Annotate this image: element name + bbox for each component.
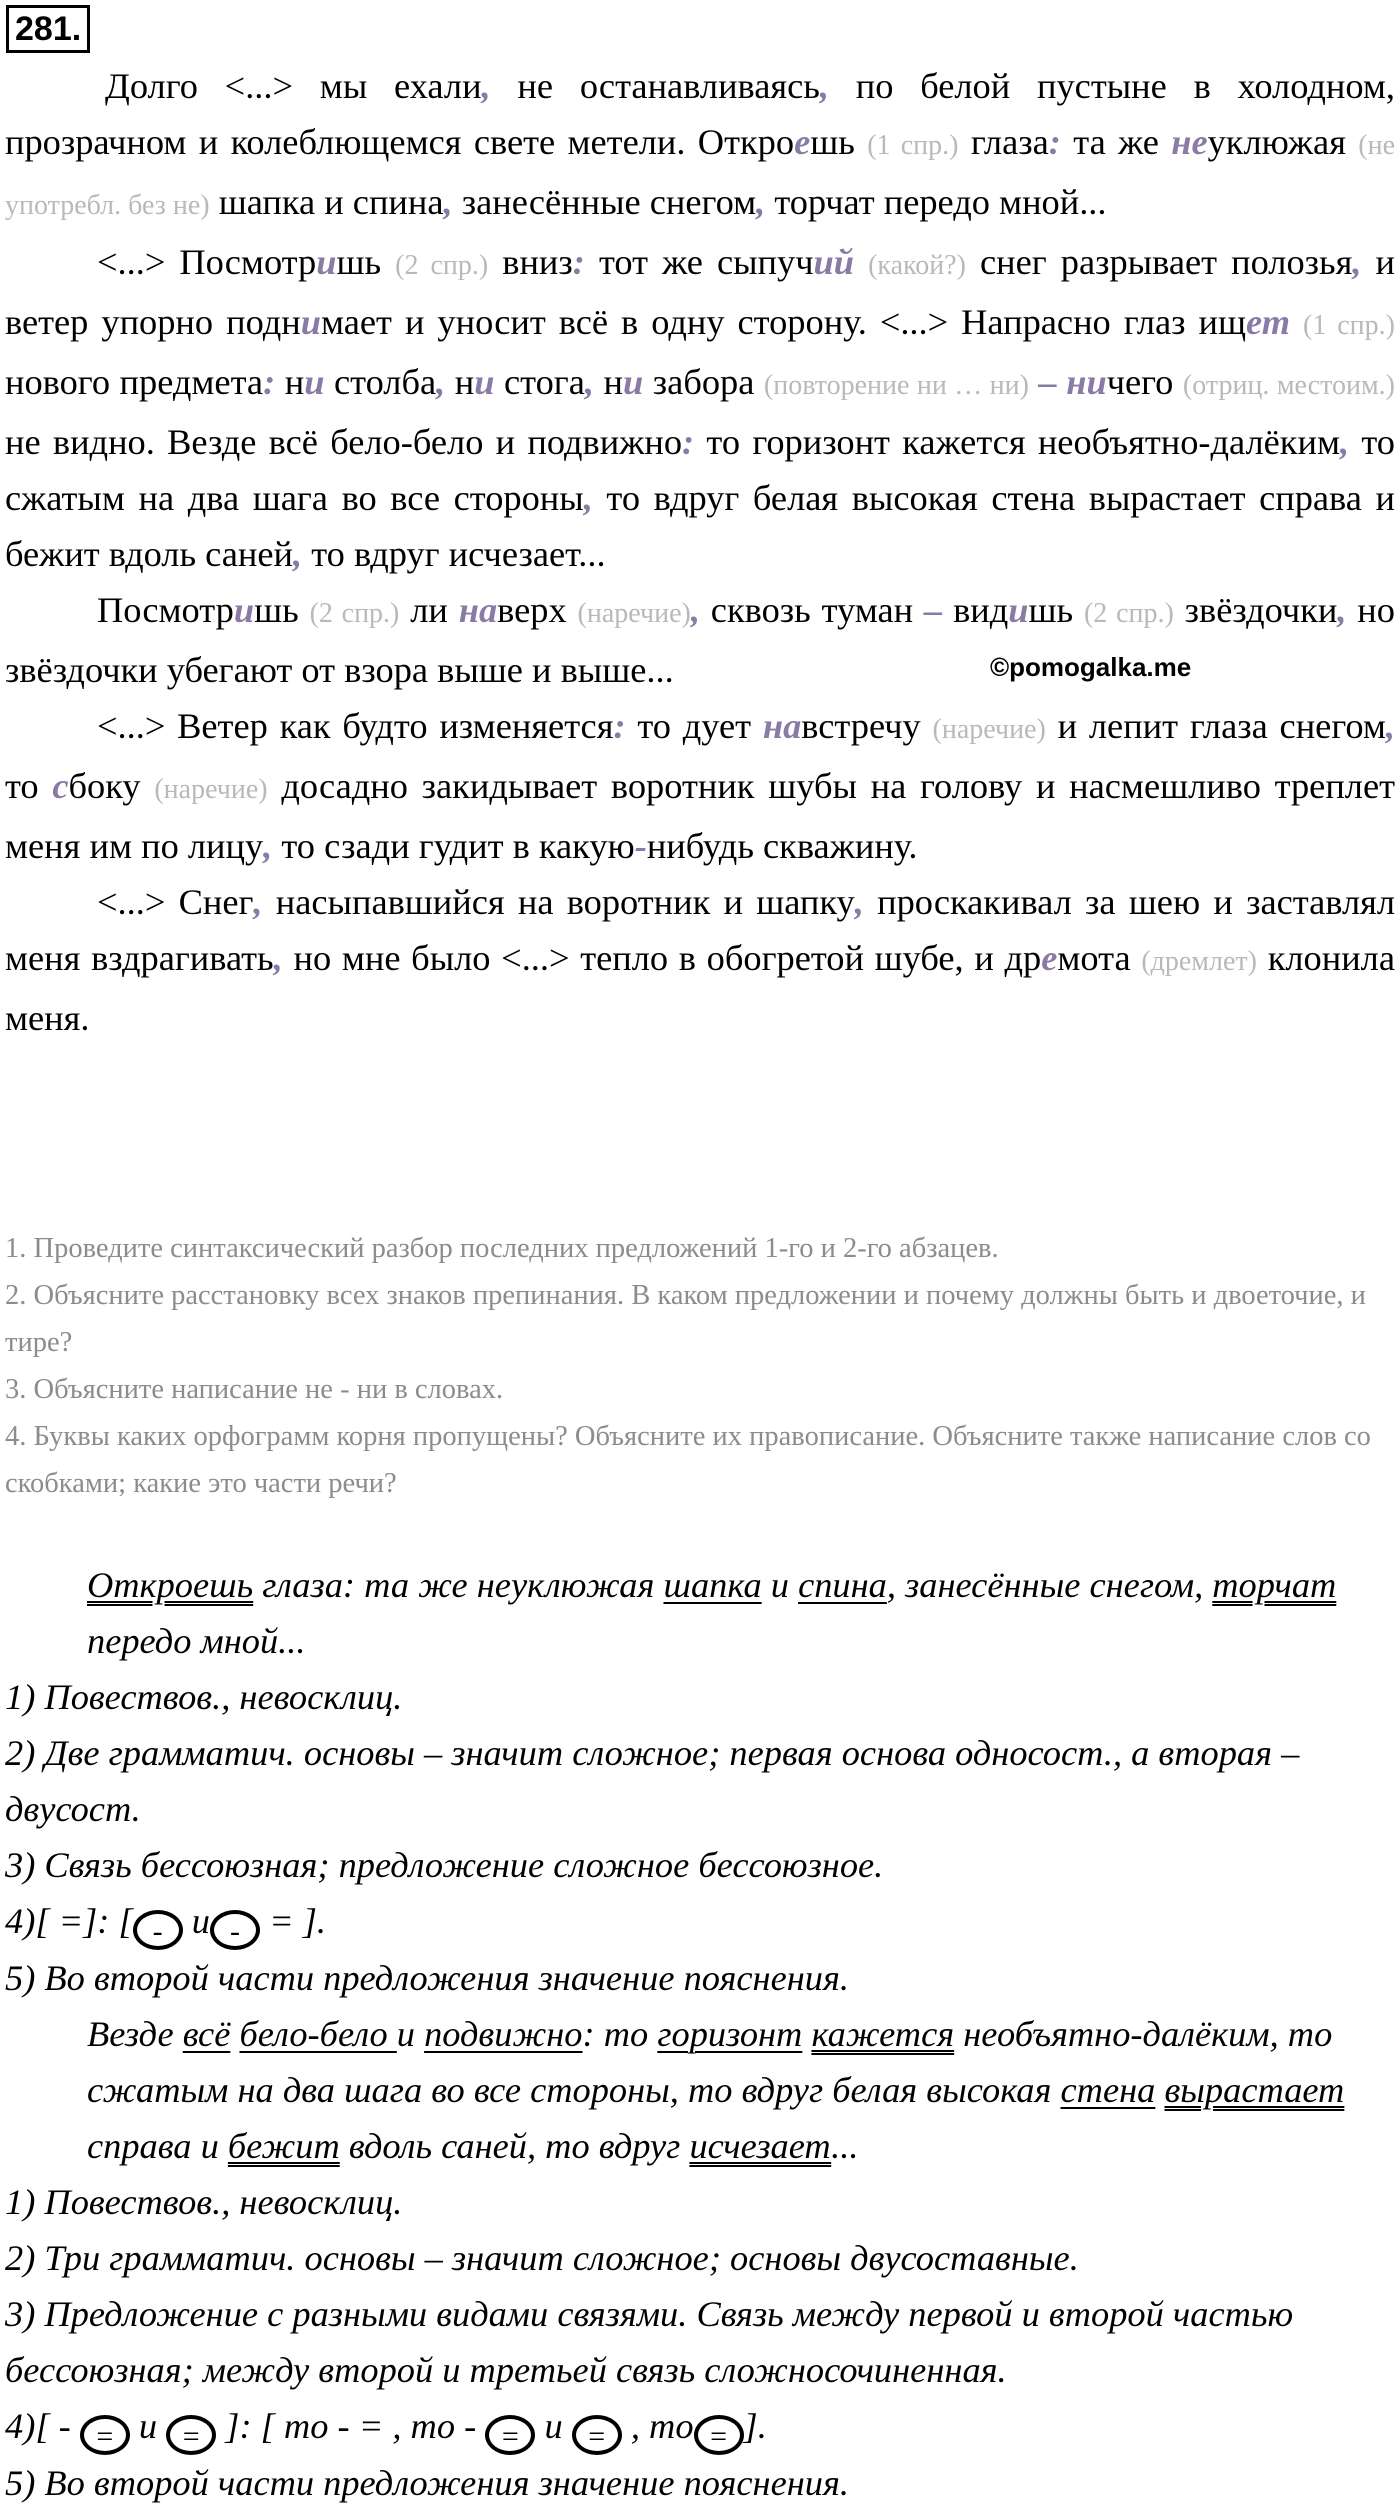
analyzed-sentence-1: Откроешь глаза: та же неуклюжая шапка и спина, занесённые снегом, торчат передо мной... [87,1565,1337,1661]
answer-line: 1) Повествов., невосклиц. [5,2182,403,2222]
circled-mark: = [166,2415,216,2455]
task-item: 4. Буквы каких орфограмм корня пропущены? Объясните их правописание. Объясните также написание слов со скобками; какие это части речи? [5,1421,1371,1499]
paragraph-4: <...> Ветер как будто изменяется: то дует навстречу (наречие) и лепит глаза снегом, то сбоку (наречие) досадно закидывает воротник шубы на голову и насмешливо треплет меня им по лицу, то сзади гудит в какую-нибудь скважину. [5,706,1396,866]
answer-line: 5) Во второй части предложения значение пояснения. [5,2463,850,2503]
task-item: 1. Проведите синтаксический разбор последних предложений 1-го и 2-го абзацев. [5,1233,999,1264]
circled-mark: = [572,2415,622,2455]
paragraph-5: <...> Снег, насыпавшийся на воротник и шапку, проскакивал за шею и заставлял меня вздрагивать, но мне было <...> тепло в обогретой шубе, и дремота (дремлет) клонила меня. [5,882,1396,1038]
answer-section [5,1557,1395,2511]
scheme-line: 4)[ =]: [ - и - = ]. [5,1901,326,1948]
task-item: 3. Объясните написание не - ни в словах. [5,1374,504,1405]
exercise-number: 281. [6,5,90,53]
scheme-line: 4)[ - = и = ]: [ то - = , то - = и = , то = ]. [5,2406,767,2453]
answer-line: 3) Связь бессоюзная; предложение сложное бессоюзное. [5,1845,884,1885]
task-item: 2. Объясните расстановку всех знаков препинания. В каком предложении и почему должны быть и двоеточие, и тире? [5,1280,1366,1358]
analyzed-sentence-2: Везде всё бело-бело и подвижно: то горизонт кажется необъятно-далёким, то сжатым на два шага во все стороны, то вдруг белая высокая стена вырастает справа и бежит вдоль саней, то вдруг исчезает... [87,2014,1345,2166]
circled-mark: = [80,2415,130,2455]
circled-mark: - [133,1910,183,1950]
exercise-text [5,58,1395,1046]
circled-mark: = [485,2415,535,2455]
answer-line: 2) Три грамматич. основы – значит сложное; основы двусоставные. [5,2238,1079,2278]
answer-line: 1) Повествов., невосклиц. [5,1677,403,1717]
answer-line: 3) Предложение с разными видами связями. Связь между первой и второй частью бессоюзная; между второй и третьей связь сложносочиненная. [5,2294,1294,2390]
task-list [5,1225,1395,1507]
paragraph-1: Долго <...> мы ехали, не останавливаясь, по белой пустыне в холодном, прозрачном и колеблющемся свете метели. Откроешь (1 спр.) глаза: та же неуклюжая (не употребл. без не) шапка и спина, занесённые снегом, торчат передо мной... [5,66,1396,222]
circled-mark: - [210,1910,260,1950]
paragraph-3: Посмотришь (2 спр.) ли наверх (наречие), сквозь туман – видишь (2 спр.) звёздочки, но звёздочки убегают от взора выше и выше... [5,590,1395,690]
watermark: ©pomogalka.me [990,652,1192,682]
answer-line: 2) Две грамматич. основы – значит сложное; первая основа односост., а вторая – двусост. [5,1733,1300,1829]
paragraph-2: <...> Посмотришь (2 спр.) вниз: тот же сыпучий (какой?) снег разрывает полозья, и ветер упорно поднимает и уносит всё в одну сторону. <...> Напрасно глаз ищет (1 спр.) нового предмета: ни столба, ни стога, ни забора (повторение ни … ни) – ничего (отриц. местоим.) не видно. Везде всё бело-бело и подвижно: то горизонт кажется необъятно-далёким, то сжатым на два шага во все стороны, то вдруг белая высокая стена вырастает справа и бежит вдоль саней, то вдруг исчезает... [5,242,1396,574]
answer-line: 5) Во второй части предложения значение пояснения. [5,1958,850,1998]
circled-mark: = [694,2415,744,2455]
